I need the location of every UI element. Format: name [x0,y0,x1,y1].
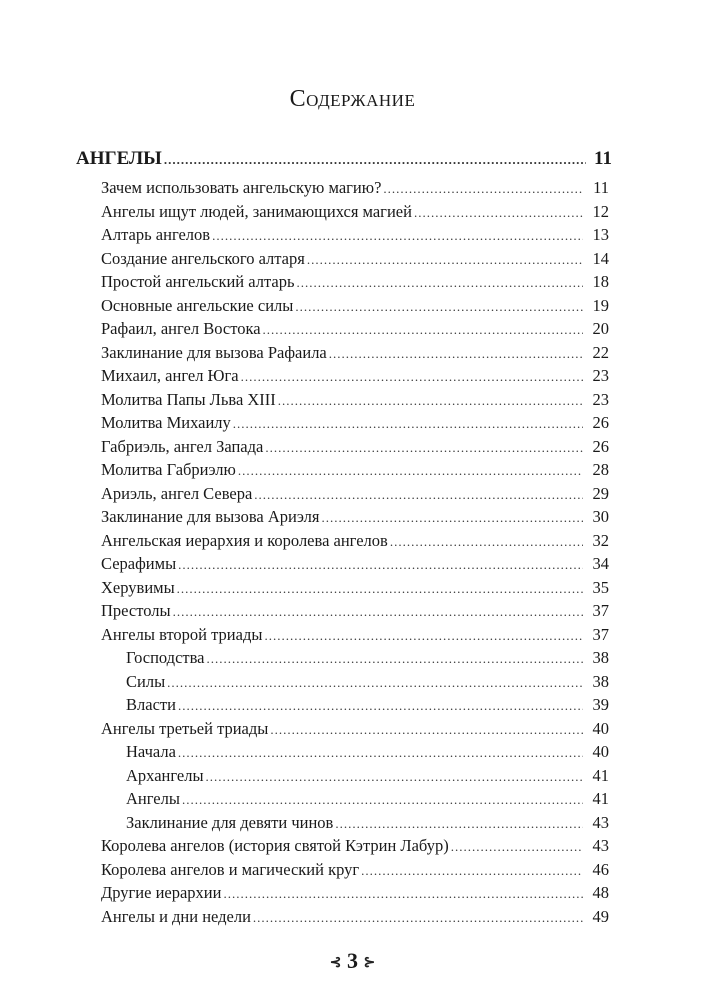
toc-entry [76,482,609,506]
toc-entry-page: 28 [592,460,609,479]
toc-entry-title: Архангелы [126,765,204,785]
dot-leader [451,835,583,859]
toc-entry [76,834,609,858]
toc-entry-title: Силы [126,671,166,691]
toc-entry [76,599,609,623]
toc-entry-title: Основные ангельские силы [101,295,294,315]
toc-entry-page: 38 [592,671,609,691]
toc-entry [76,529,609,553]
dot-leader [223,882,583,906]
page-number [0,948,705,974]
toc-entry-page: 23 [592,366,609,385]
table-of-contents [76,142,612,928]
toc-entry [76,176,609,200]
toc-entry-page: 22 [592,342,609,362]
toc-entry [76,388,609,412]
toc-entry-page: 49 [592,906,609,926]
toc-entry-page: 43 [592,836,609,855]
toc-entry-page: 23 [592,389,609,409]
dot-leader [264,624,583,648]
toc-entry-page: 18 [592,272,609,291]
toc-entry [76,905,609,929]
toc-entry-title: Ангелы [126,789,180,808]
toc-entry-title: Власти [126,695,176,714]
dot-leader [254,483,583,507]
dot-leader [390,530,583,554]
toc-entry-page: 32 [592,530,609,550]
toc-entry [76,200,609,224]
toc-entry-title: Создание ангельского алтаря [101,248,305,268]
toc-entry-title: Заклинание для вызова Ариэля [101,507,320,526]
toc-entry-title: Простой ангельский алтарь [101,272,295,291]
toc-entry [76,717,609,741]
toc-entry-title: Ангелы третьей триады [101,718,269,738]
dot-leader [296,271,583,295]
toc-entry [76,505,609,529]
toc-entry-page: 46 [592,859,609,879]
toc-entry-title: Королева ангелов (история святой Кэтрин Лабур) [101,836,449,855]
dot-leader [335,812,583,836]
toc-entry-page: 35 [592,577,609,597]
toc-entry [76,764,609,788]
toc-entry-title: Престолы [101,601,171,620]
dot-leader [263,318,583,342]
toc-entry-title: Алтарь ангелов [101,225,211,244]
toc-entry-title: Ангелы второй триады [101,624,263,644]
toc-entry [76,294,609,318]
dot-leader [178,694,583,718]
toc-entry-page: 40 [592,742,609,761]
toc-entry [76,811,609,835]
toc-entry-title: Ангельская иерархия и королева ангелов [101,530,388,550]
dot-leader [307,248,583,272]
toc-entry-title: Зачем использовать ангельскую магию? [101,178,382,197]
toc-entry [76,341,609,365]
dot-leader [182,788,583,812]
toc-entry [76,787,609,811]
toc-entry-title: Господства [126,648,205,667]
dot-leader [270,718,583,742]
dot-leader [238,459,583,483]
dot-leader [241,365,583,389]
toc-entry-page: 43 [592,812,609,832]
toc-entry-title: Ангелы и дни недели [101,906,251,926]
toc-entry-title: Габриэль, ангел Запада [101,436,264,456]
toc-entry [76,881,609,905]
toc-entry-title: Рафаил, ангел Востока [101,319,261,338]
toc-entry-page: 30 [592,507,609,526]
toc-entry-page: 12 [592,201,609,221]
dot-leader [178,741,583,765]
dot-leader [178,553,583,577]
toc-entry-page: 13 [592,225,609,244]
toc-entry-title: Молитва Папы Льва XIII [101,389,276,409]
toc-entry-page: 29 [592,483,609,503]
dot-leader [278,389,583,413]
toc-entry [76,223,609,247]
dot-leader [207,647,583,671]
toc-entry-title: Серафимы [101,554,177,573]
dot-leader [253,906,583,930]
toc-entry-title: Другие иерархии [101,883,222,902]
toc-entry [76,364,609,388]
dot-leader [233,412,583,436]
toc-entry-title: Ангелы ищут людей, занимающихся магией [101,201,412,221]
toc-entry-page: 38 [592,648,609,667]
dot-leader [212,224,583,248]
toc-entry [76,623,609,647]
toc-entry [76,693,609,717]
folio-number: 3 [347,948,358,973]
dot-leader [329,342,583,366]
toc-entry-title: Королева ангелов и магический круг [101,859,360,879]
toc-entry-page: 34 [592,554,609,573]
dot-leader [265,436,583,460]
toc-entry-title: Ариэль, ангел Севера [101,483,253,503]
toc-entry-page: 19 [592,295,609,315]
toc-entry-page: 14 [592,248,609,268]
dot-leader [321,506,583,530]
toc-entry [76,270,609,294]
toc-entry-page: 37 [592,624,609,644]
toc-section-heading [76,142,612,176]
dot-leader [173,600,583,624]
toc-entry [76,858,609,882]
left-ornament-icon: ⊰ [329,955,342,971]
toc-entry-page: 41 [592,789,609,808]
toc-entry-title: Молитва Габриэлю [101,460,236,479]
dot-leader [167,671,583,695]
toc-entry-page: 11 [594,148,612,169]
toc-entry-page: 41 [592,765,609,785]
toc-entry-page: 26 [592,436,609,456]
toc-entry [76,317,609,341]
dot-leader [164,143,586,177]
dot-leader [177,577,583,601]
toc-entry [76,458,609,482]
toc-entry [76,247,609,271]
toc-entry [76,435,609,459]
toc-entry-page: 40 [592,718,609,738]
toc-entry [76,411,609,435]
right-ornament-icon: ⊱ [363,955,376,971]
toc-entry-title: Михаил, ангел Юга [101,366,239,385]
toc-entry-page: 26 [592,413,609,432]
dot-leader [295,295,583,319]
toc-entry [76,670,609,694]
toc-entry-page: 11 [593,178,609,197]
toc-entry [76,646,609,670]
toc-entry-title: Заклинание для вызова Рафаила [101,342,327,362]
toc-entry-page: 39 [592,695,609,714]
toc-entry-title: Начала [126,742,176,761]
toc-entry-page: 48 [592,883,609,902]
toc-entry [76,552,609,576]
dot-leader [206,765,583,789]
toc-entry-title: Молитва Михаилу [101,413,231,432]
toc-entry-page: 37 [592,601,609,620]
toc-entry [76,740,609,764]
toc-entry [76,576,609,600]
toc-entry-title: Херувимы [101,577,175,597]
toc-entry-title: АНГЕЛЫ [76,148,162,169]
page-title: Содержание [289,86,416,112]
dot-leader [383,177,583,201]
toc-entry-page: 20 [592,319,609,338]
toc-entry-title: Заклинание для девяти чинов [126,812,334,832]
dot-leader [414,201,583,225]
dot-leader [361,859,583,883]
